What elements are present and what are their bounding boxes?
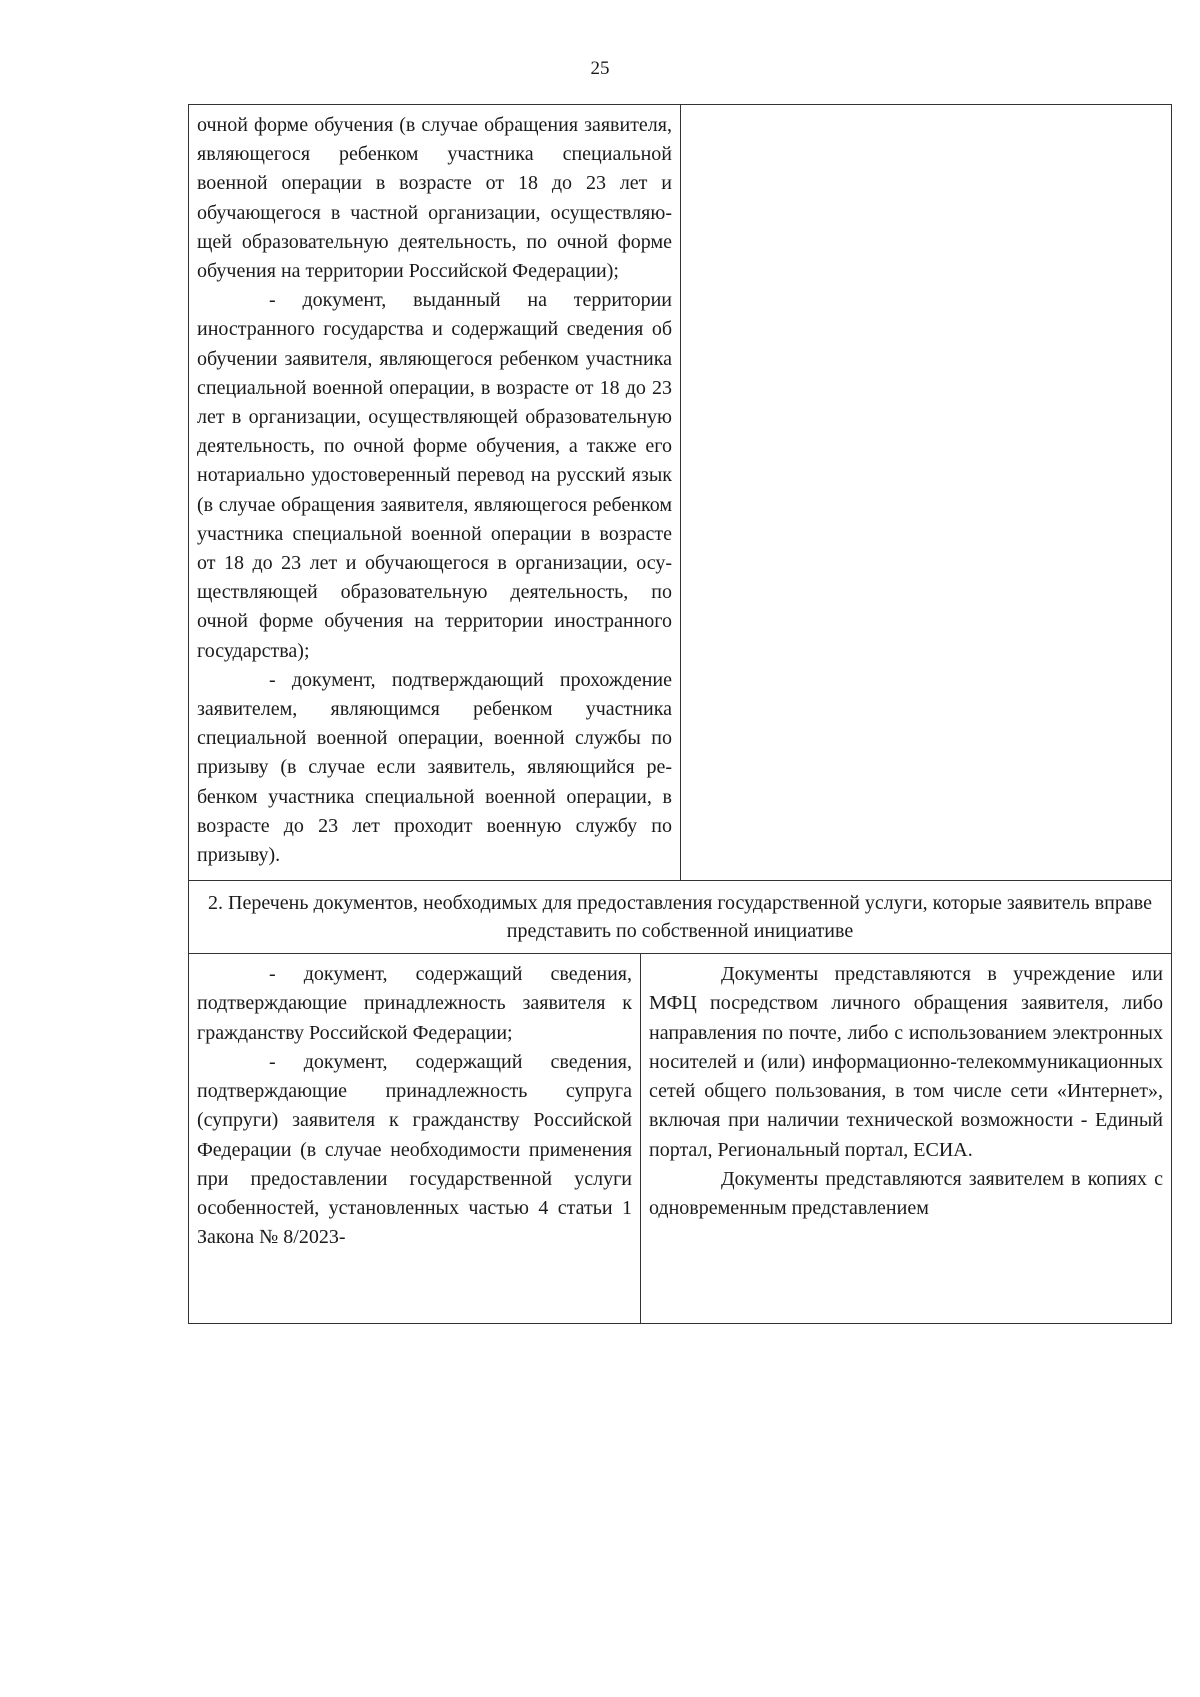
section-2-heading: 2. Перечень документов, необходимых для предоставления государственной услуги, которые заявитель вправе представить по собственной инициативе [208,892,1152,943]
paragraph-citizenship-spouse: - документ, содержащий сведения, подтверждающие принадлежность супруга (супруги) заявителя к гражданству Российской Федерации (в случае необходимости применения при предоставлении государственной услуги особенностей, установленных частью 4 статьи 1 Закона № 8/2023- [197,1050,632,1249]
paragraph-submission-copies: Документы представляются заявителем в копиях с одновременным представлением [649,1167,1163,1219]
table-row-continuation [189,105,1171,880]
paragraph-foreign-state-document: - документ, выданный на территории иностранного государства и содержащий сведения об обучении заявителя, являющегося ребенком участника специальной военной операции, в возрасте от 18 до 23 лет в организации, осуществляющей образовательную деятельность, по очной форме обучения, а также его нотариально удостоверенный перевод на русский язык (в случае обращения заявителя, являющегося ребенком участника специальной военной операции в возрасте от 18 до 23 лет и обучающегося в организации, осуществляющей образовательную деятельность, по очной форме обучения на территории иностранного государства); [197,289,672,662]
paragraph-military-service-document: - документ, подтверждающий прохождение заявителем, являющимся ребенком участника специальной военной операции, военной службы по призыву (в случае если заявитель, являющийся ребенком участника специальной военной операции, в возрасте до 23 лет проходит военную службу по призыву). [197,668,672,867]
paragraph-submission-channels: Документы представляются в учреждение или МФЦ посредством личного обращения заявителя, либо направления по почте, либо с использованием электронных носителей и (или) информационно-телекоммуникационных сетей общего пользования, в том числе сети «Интернет», включая при наличии технической возможности - Единый портал, Региональный портал, ЕСИА. [649,963,1163,1161]
table-cell-submission-method [641,954,1171,1323]
table-row-optional-documents [189,953,1171,1323]
table-cell-optional-documents-list [189,954,641,1323]
paragraph-citizenship-applicant: - документ, содержащий сведения, подтверждающие принадлежность заявителя к гражданству Российской Федерации; [197,963,632,1044]
paragraph-continued-private-organization: очной форме обучения (в случае обращения заявителя, являющегося ребенком участника специальной военной операции в возрасте от 18 до 23 лет и обучающегося в частной организации, осуществляющей образовательную деятельность, по очной форме обучения на территории Российской Федерации); [197,114,672,283]
table-row-section-heading [189,880,1171,953]
table-cell-documents-list [189,105,681,880]
page-number: 25 [590,58,610,79]
table-cell-empty [681,105,1171,880]
documents-table [188,104,1172,1324]
